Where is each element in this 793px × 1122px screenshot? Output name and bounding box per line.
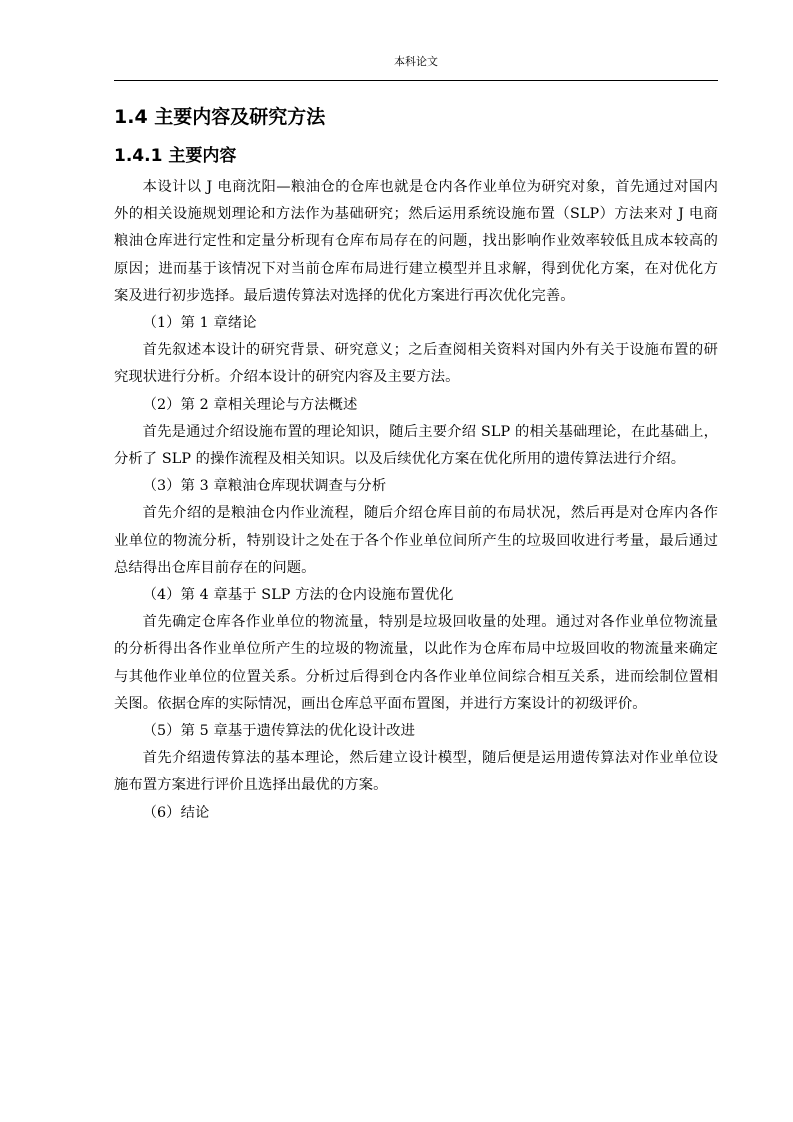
page-content bbox=[114, 100, 718, 827]
subsection-heading: 1.4.1 主要内容 bbox=[114, 146, 237, 166]
chapter-3-title: （3）第 3 章粮油仓库现状调查与分析 bbox=[142, 478, 387, 495]
chapter-2-title: （2）第 2 章相关理论与方法概述 bbox=[142, 396, 358, 413]
chapter-5-title: （5）第 5 章基于遗传算法的优化设计改进 bbox=[142, 723, 416, 740]
chapter-4-title: （4）第 4 章基于 SLP 方法的仓内设施布置优化 bbox=[142, 587, 454, 604]
running-header: 本科论文 bbox=[394, 55, 438, 68]
chapter-6-title: （6）结论 bbox=[142, 804, 210, 821]
intro-paragraph: 本设计以 J 电商沈阳—粮油仓的仓库也就是仓内各作业单位为研究对象，首先通过对国内外的相关设施规划理论和方法作为基础研究；然后运用系统设施布置（SLP）方法来对 J 电商粮油仓库进行定性和定量分析现有仓库布局存在的问题，找出影响作业效率较低且成本较高的原因；进而基于该情况下对当前仓库布局进行建立模型并且求解，得到优化方案，在对优化方案及进行初步选择。最后遗传算法对选择的优化方案进行再次优化完善。 bbox=[114, 179, 718, 304]
chapter-3-text: 首先介绍的是粮油仓内作业流程，随后介绍仓库目前的布局状况，然后再是对仓库内各作业单位的物流分析，特别设计之处在于各个作业单位间所产生的垃圾回收进行考量，最后通过总结得出仓库目前存在的问题。 bbox=[114, 505, 718, 576]
chapter-1-title: （1）第 1 章绪论 bbox=[142, 315, 257, 332]
chapter-2-text: 首先是通过介绍设施布置的理论知识，随后主要介绍 SLP 的相关基础理论，在此基础上，分析了 SLP 的操作流程及相关知识。以及后续优化方案在优化所用的遗传算法进行介绍。 bbox=[114, 423, 718, 468]
chapter-5-text: 首先介绍遗传算法的基本理论，然后建立设计模型，随后便是运用遗传算法对作业单位设施布置方案进行评价且选择出最优的方案。 bbox=[114, 750, 718, 794]
chapter-1-text: 首先叙述本设计的研究背景、研究意义；之后查阅相关资料对国内外有关于设施布置的研究现状进行分析。介绍本设计的研究内容及主要方法。 bbox=[114, 342, 718, 386]
header-rule bbox=[114, 80, 718, 81]
section-heading: 1.4 主要内容及研究方法 bbox=[114, 106, 326, 128]
chapter-4-text: 首先确定仓库各作业单位的物流量，特别是垃圾回收量的处理。通过对各作业单位物流量的分析得出各作业单位所产生的垃圾的物流量，以此作为仓库布局中垃圾回收的物流量来确定与其他作业单位的位置关系。分析过后得到仓内各作业单位间综合相互关系，进而绘制位置相关图。依据仓库的实际情况，画出仓库总平面布置图，并进行方案设计的初级评价。 bbox=[114, 614, 718, 712]
